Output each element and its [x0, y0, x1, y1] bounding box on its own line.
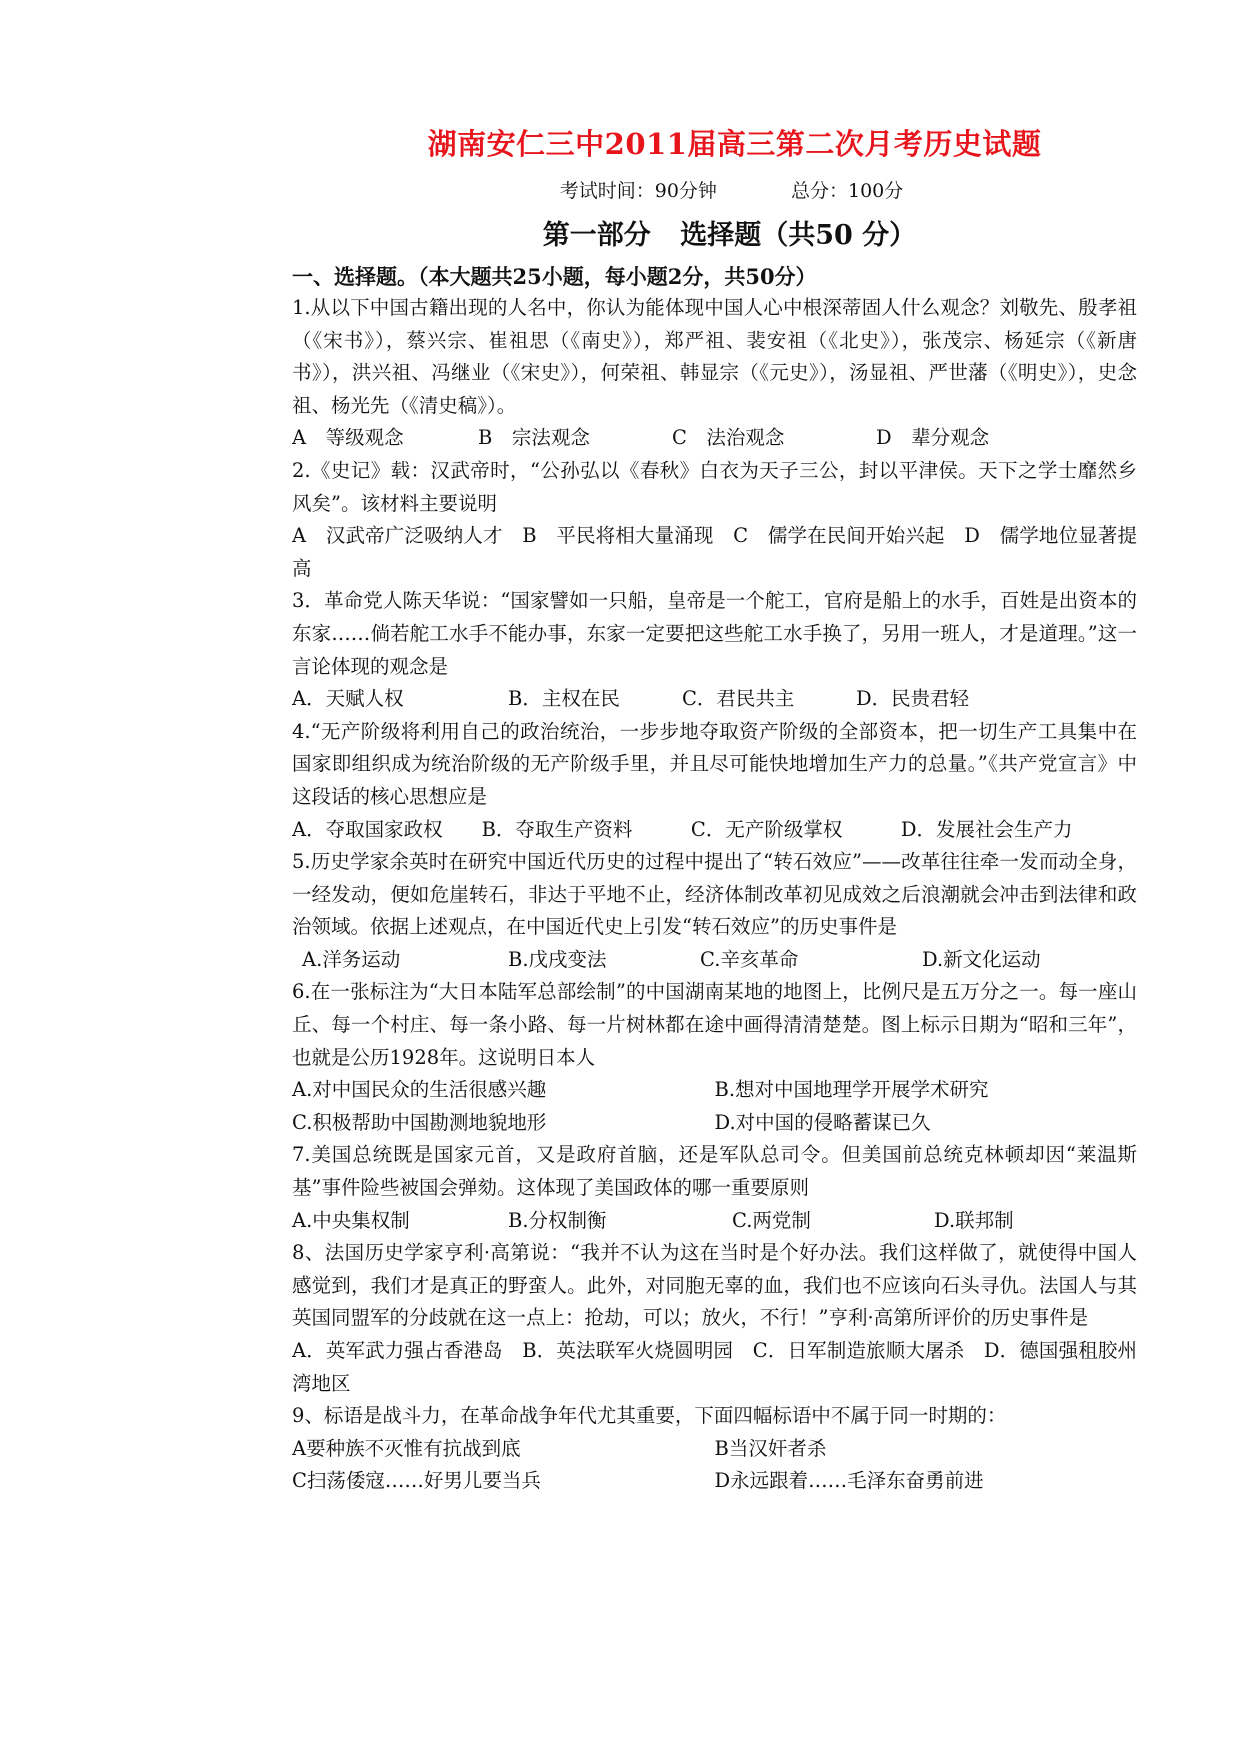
question-stem: 8、法国历史学家亨利·高第说：“我并不认为这在当时是个好办法。我们这样做了，就使得中国人感觉到，我们才是真正的野蛮人。此外，对同胞无辜的血，我们也不应该向石头寻仇。法国人与其英国同盟军的分歧就在这一点上：抢劫，可以；放火，不行！”亨利·高第所评价的历史事件是	[292, 1241, 1137, 1330]
option-b: B当汉奸者杀	[714, 1436, 827, 1460]
option-c: C.积极帮助中国勘测地貌地形	[292, 1110, 547, 1134]
part-heading	[292, 218, 1137, 254]
question-stem: 7.美国总统既是国家元首，又是政府首脑，还是军队总司令。但美国前总统克林顿却因“莱温斯基”事件险些被国会弹劾。这体现了美国政体的哪一重要原则	[292, 1143, 1137, 1200]
option-c: C 法治观念	[672, 426, 785, 450]
question-options	[292, 944, 1137, 977]
question-options	[292, 1205, 1137, 1238]
option-b: B．主权在民	[508, 687, 620, 711]
question-options	[292, 1074, 1137, 1107]
option-b: B.想对中国地理学开展学术研究	[714, 1078, 989, 1102]
question-options	[292, 1465, 1137, 1498]
option-a: A．天赋人权	[292, 687, 404, 711]
question-2	[292, 455, 1137, 585]
exam-page	[292, 124, 1137, 1498]
question-3	[292, 585, 1137, 715]
question-7	[292, 1139, 1137, 1237]
part-label: 选择题（共50 分）	[680, 220, 917, 251]
option-a: A要种族不灭惟有抗战到底	[292, 1436, 521, 1460]
question-stem: 1.从以下中国古籍出现的人名中，你认为能体现中国人心中根深蒂固人什么观念？刘敬先、殷孝祖（《宋书》），蔡兴宗、崔祖思（《南史》），郑严祖、裴安祖（《北史》），张茂宗、杨延宗（《新唐书》），洪兴祖、冯继业（《宋史》），何荣祖、韩显宗（《元史》），汤显祖、严世藩（《明史》），史念祖、杨光先（《清史稿》）。	[292, 296, 1137, 417]
question-options	[292, 422, 1137, 455]
question-stem: 9、标语是战斗力，在革命战争年代尤其重要，下面四幅标语中不属于同一时期的：	[292, 1404, 1007, 1428]
option-b: B.戊戌变法	[508, 947, 607, 971]
question-options	[292, 1433, 1137, 1466]
option-a: A 等级观念	[292, 426, 404, 450]
question-options: A．英军武力强占香港岛 B．英法联军火烧圆明园 C．日军制造旅顺大屠杀 D．德国强租胶州湾地区	[292, 1339, 1137, 1395]
section-heading: 一、选择题。（本大题共25小题，每小题2分，共50分）	[292, 264, 817, 289]
option-b: B 宗法观念	[478, 426, 590, 450]
option-d: D.对中国的侵略蓄谋已久	[714, 1110, 931, 1134]
question-options: A．夺取国家政权 B．夺取生产资料 C．无产阶级掌权 D．发展社会生产力	[292, 817, 1073, 841]
page-title: 湖南安仁三中2011届高三第二次月考历史试题	[427, 127, 1042, 161]
question-6	[292, 976, 1137, 1139]
question-options: A 汉武帝广泛吸纳人才 B 平民将相大量涌现 C 儒学在民间开始兴起 D 儒学地位显著提高	[292, 524, 1137, 580]
question-8	[292, 1237, 1137, 1400]
option-d: D.联邦制	[934, 1208, 1014, 1232]
part-name: 第一部分	[542, 220, 651, 251]
option-d: D永远跟着……毛泽东奋勇前进	[714, 1469, 984, 1493]
question-4	[292, 716, 1137, 846]
option-a: A.对中国民众的生活很感兴趣	[292, 1078, 547, 1102]
total-score: 总分：100分	[790, 180, 904, 202]
question-5	[292, 846, 1137, 976]
question-options	[292, 683, 1137, 716]
question-stem: 5.历史学家余英时在研究中国近代历史的过程中提出了“转石效应”——改革往往牵一发而动全身，一经发动，便如危崖转石，非达于平地不止，经济体制改革初见成效之后浪潮就会冲击到法律和政治领域。依据上述观点，在中国近代史上引发“转石效应”的历史事件是	[292, 850, 1137, 939]
option-a: A.洋务运动	[302, 947, 401, 971]
option-c: C.两党制	[732, 1208, 811, 1232]
option-c: C.辛亥革命	[700, 947, 799, 971]
question-stem: 2.《史记》载：汉武帝时，“公孙弘以《春秋》白衣为天子三公，封以平津侯。天下之学士靡然乡风矣”。该材料主要说明	[292, 458, 1137, 515]
question-1	[292, 292, 1137, 455]
option-d: D 辈分观念	[876, 426, 990, 450]
option-d: D．民贵君轻	[856, 687, 970, 711]
option-c: C扫荡倭寇……好男儿要当兵	[292, 1469, 541, 1493]
question-options	[292, 1107, 1137, 1140]
question-stem: 4.“无产阶级将利用自己的政治统治，一步步地夺取资产阶级的全部资本，把一切生产工具集中在国家即组织成为统治阶级的无产阶级手里，并且尽可能快地增加生产力的总量。”《共产党宣言》中这段话的核心思想应是	[292, 719, 1137, 808]
exam-meta	[292, 176, 1137, 206]
option-d: D.新文化运动	[922, 947, 1041, 971]
question-stem: 6.在一张标注为“大日本陆军总部绘制”的中国湖南某地的地图上，比例尺是五万分之一。每一座山丘、每一个村庄、每一条小路、每一片树林都在途中画得清清楚楚。图上标示日期为“昭和三年”，也就是公历1928年。这说明日本人	[292, 980, 1137, 1069]
question-9	[292, 1400, 1137, 1498]
exam-time: 考试时间：90分钟	[559, 180, 717, 202]
question-stem: 3．革命党人陈天华说：“国家譬如一只船，皇帝是一个舵工，官府是船上的水手，百姓是出资本的东家……倘若舵工水手不能办事，东家一定要把这些舵工水手换了，另用一班人，才是道理。”这一言论体现的观念是	[292, 589, 1137, 678]
option-b: B.分权制衡	[508, 1208, 607, 1232]
option-c: C．君民共主	[682, 687, 795, 711]
option-a: A.中央集权制	[292, 1208, 410, 1232]
